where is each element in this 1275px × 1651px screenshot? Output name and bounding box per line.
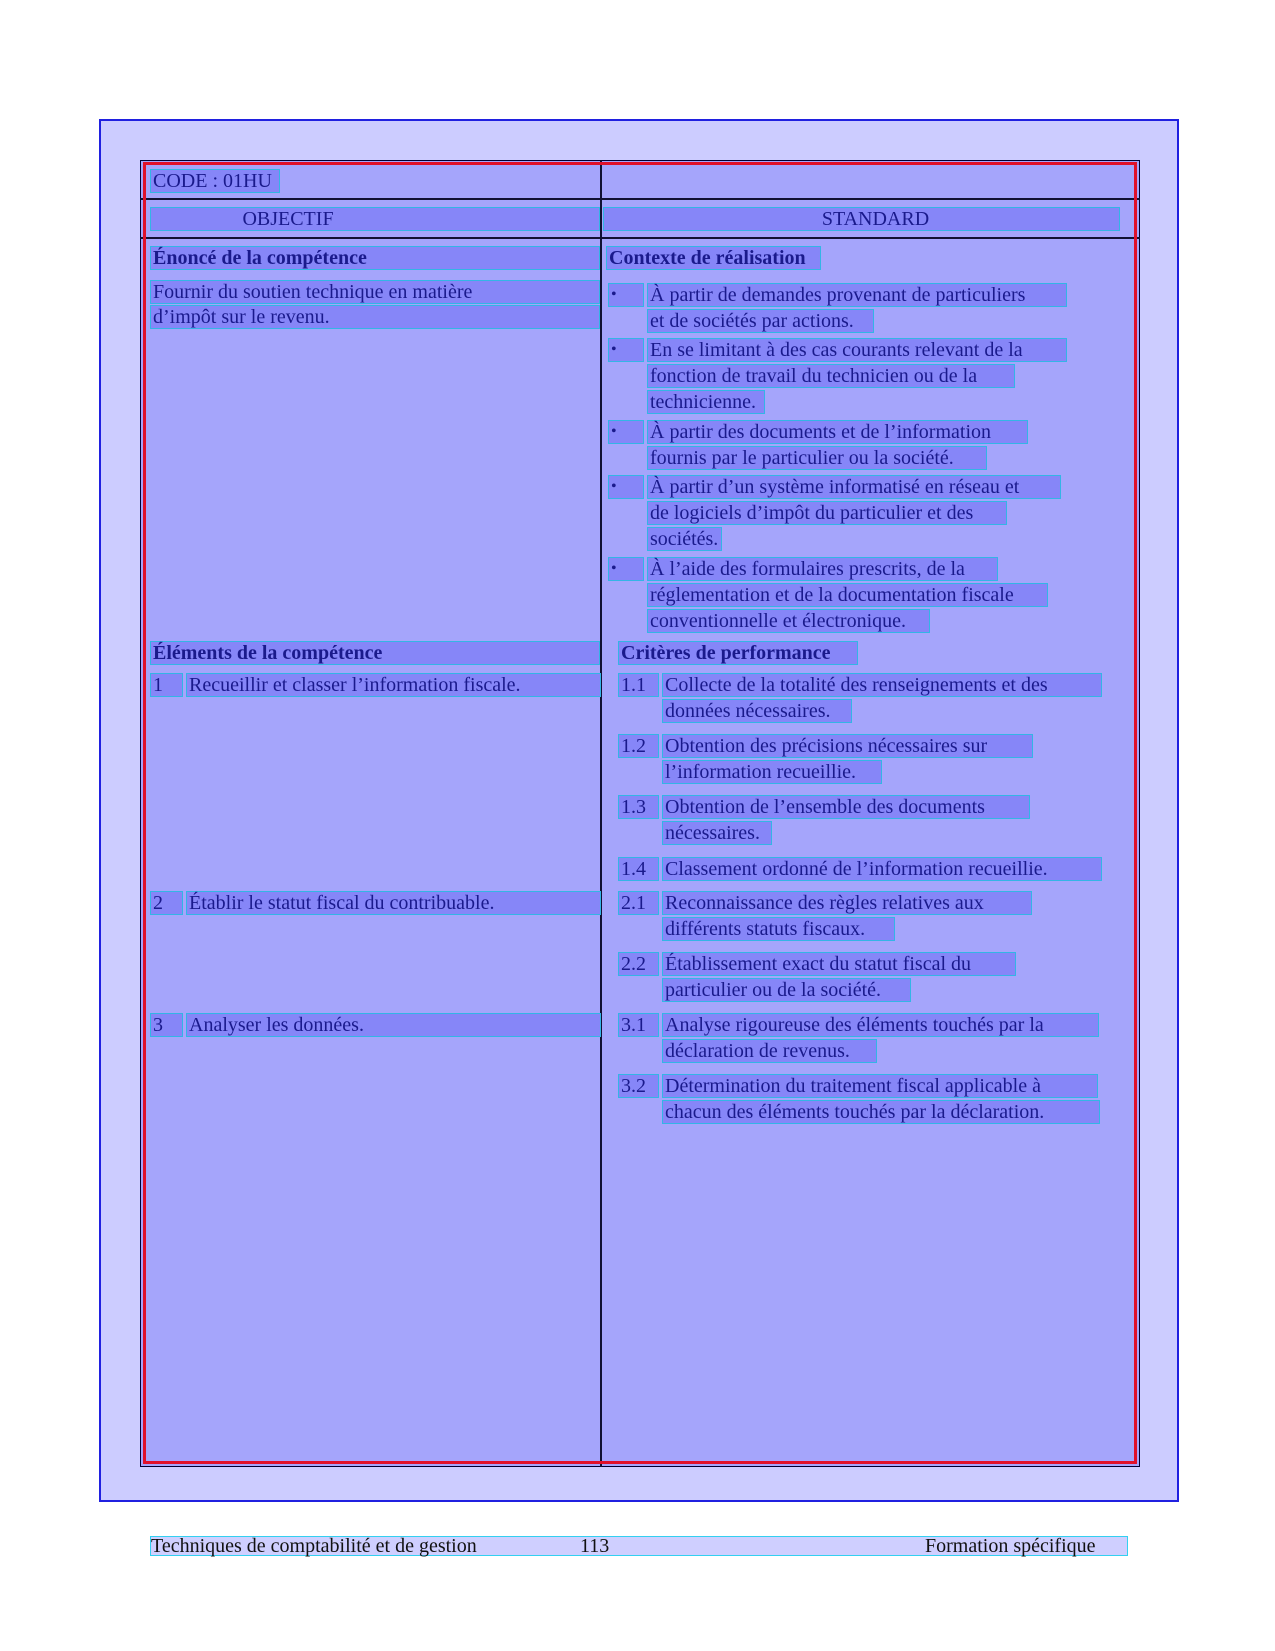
contexte-2-line-2: fonction de travail du technicien ou de la: [647, 364, 1015, 388]
contexte-bullet-1: •: [608, 283, 644, 307]
contexte-2-line-3: technicienne.: [647, 390, 765, 414]
elements-title: Éléments de la compétence: [150, 641, 600, 665]
contexte-title: Contexte de réalisation: [606, 246, 821, 270]
contexte-5-line-1: À l’aide des formulaires prescrits, de la: [647, 557, 998, 581]
footer-program: Techniques de comptabilité et de gestion: [151, 1535, 477, 1557]
critere-1-3-line-1: Obtention de l’ensemble des documents: [662, 795, 1030, 819]
contexte-4-line-2: de logiciels d’impôt du particulier et des: [647, 501, 1007, 525]
criteres-title: Critères de performance: [618, 641, 858, 665]
contexte-4-line-3: sociétés.: [647, 527, 722, 551]
contexte-5-line-3: conventionnelle et électronique.: [647, 609, 930, 633]
critere-2-2-line-1: Établissement exact du statut fiscal du: [662, 952, 1016, 976]
critere-1-2-line-2: l’information recueillie.: [662, 760, 882, 784]
critere-1-1-line-1: Collecte de la totalité des renseignements et des: [662, 673, 1102, 697]
contexte-1-line-1: À partir de demandes provenant de particuliers: [647, 283, 1067, 307]
element-3-text: Analyser les données.: [186, 1013, 601, 1037]
page-number: 113: [580, 1535, 610, 1557]
critere-1-4-number: 1.4: [618, 857, 659, 881]
critere-2-1-line-1: Reconnaissance des règles relatives aux: [662, 891, 1032, 915]
critere-2-1-number: 2.1: [618, 891, 659, 915]
critere-1-4-line-1: Classement ordonné de l’information recueillie.: [662, 857, 1102, 881]
critere-1-3-number: 1.3: [618, 795, 659, 819]
critere-1-1-line-2: données nécessaires.: [662, 699, 852, 723]
enonce-line-1: Fournir du soutien technique en matière: [150, 280, 600, 304]
element-1-number: 1: [150, 673, 183, 697]
contexte-3-line-2: fournis par le particulier ou la société.: [647, 446, 987, 470]
critere-3-2-line-2: chacun des éléments touchés par la déclaration.: [662, 1100, 1100, 1124]
critere-3-2-number: 3.2: [618, 1074, 659, 1098]
header-rule-2: [140, 237, 1140, 239]
critere-2-1-line-2: différents statuts fiscaux.: [662, 917, 895, 941]
contexte-bullet-4: •: [608, 475, 644, 499]
element-1-text: Recueillir et classer l’information fiscale.: [186, 673, 601, 697]
contexte-1-line-2: et de sociétés par actions.: [647, 309, 874, 333]
element-2-number: 2: [150, 891, 183, 915]
critere-1-3-line-2: nécessaires.: [662, 821, 772, 845]
contexte-5-line-2: réglementation et de la documentation fiscale: [647, 583, 1048, 607]
column-divider: [600, 160, 602, 1467]
contexte-2-line-1: En se limitant à des cas courants relevant de la: [647, 338, 1067, 362]
contexte-4-line-1: À partir d’un système informatisé en réseau et: [647, 475, 1061, 499]
contexte-bullet-2: •: [608, 338, 644, 362]
element-3-number: 3: [150, 1013, 183, 1037]
code-label: CODE : 01HU: [150, 169, 280, 193]
contexte-bullet-3: •: [608, 420, 644, 444]
footer-section: Formation spécifique: [925, 1535, 1096, 1557]
critere-2-2-line-2: particulier ou de la société.: [662, 978, 911, 1002]
critere-1-2-line-1: Obtention des précisions nécessaires sur: [662, 734, 1033, 758]
critere-3-1-line-2: déclaration de revenus.: [662, 1039, 877, 1063]
critere-3-2-line-1: Détermination du traitement fiscal applicable à: [662, 1074, 1098, 1098]
critere-3-1-line-1: Analyse rigoureuse des éléments touchés par la: [662, 1013, 1099, 1037]
header-rule-1: [140, 198, 1140, 200]
standard-heading: STANDARD: [603, 207, 1120, 231]
enonce-line-2: d’impôt sur le revenu.: [150, 305, 600, 329]
critere-1-2-number: 1.2: [618, 734, 659, 758]
critere-3-1-number: 3.1: [618, 1013, 659, 1037]
objectif-heading: OBJECTIF: [150, 207, 600, 231]
element-2-text: Établir le statut fiscal du contribuable.: [186, 891, 601, 915]
enonce-title: Énoncé de la compétence: [150, 246, 600, 270]
critere-2-2-number: 2.2: [618, 952, 659, 976]
contexte-bullet-5: •: [608, 557, 644, 581]
contexte-3-line-1: À partir des documents et de l’information: [647, 420, 1028, 444]
critere-1-1-number: 1.1: [618, 673, 659, 697]
